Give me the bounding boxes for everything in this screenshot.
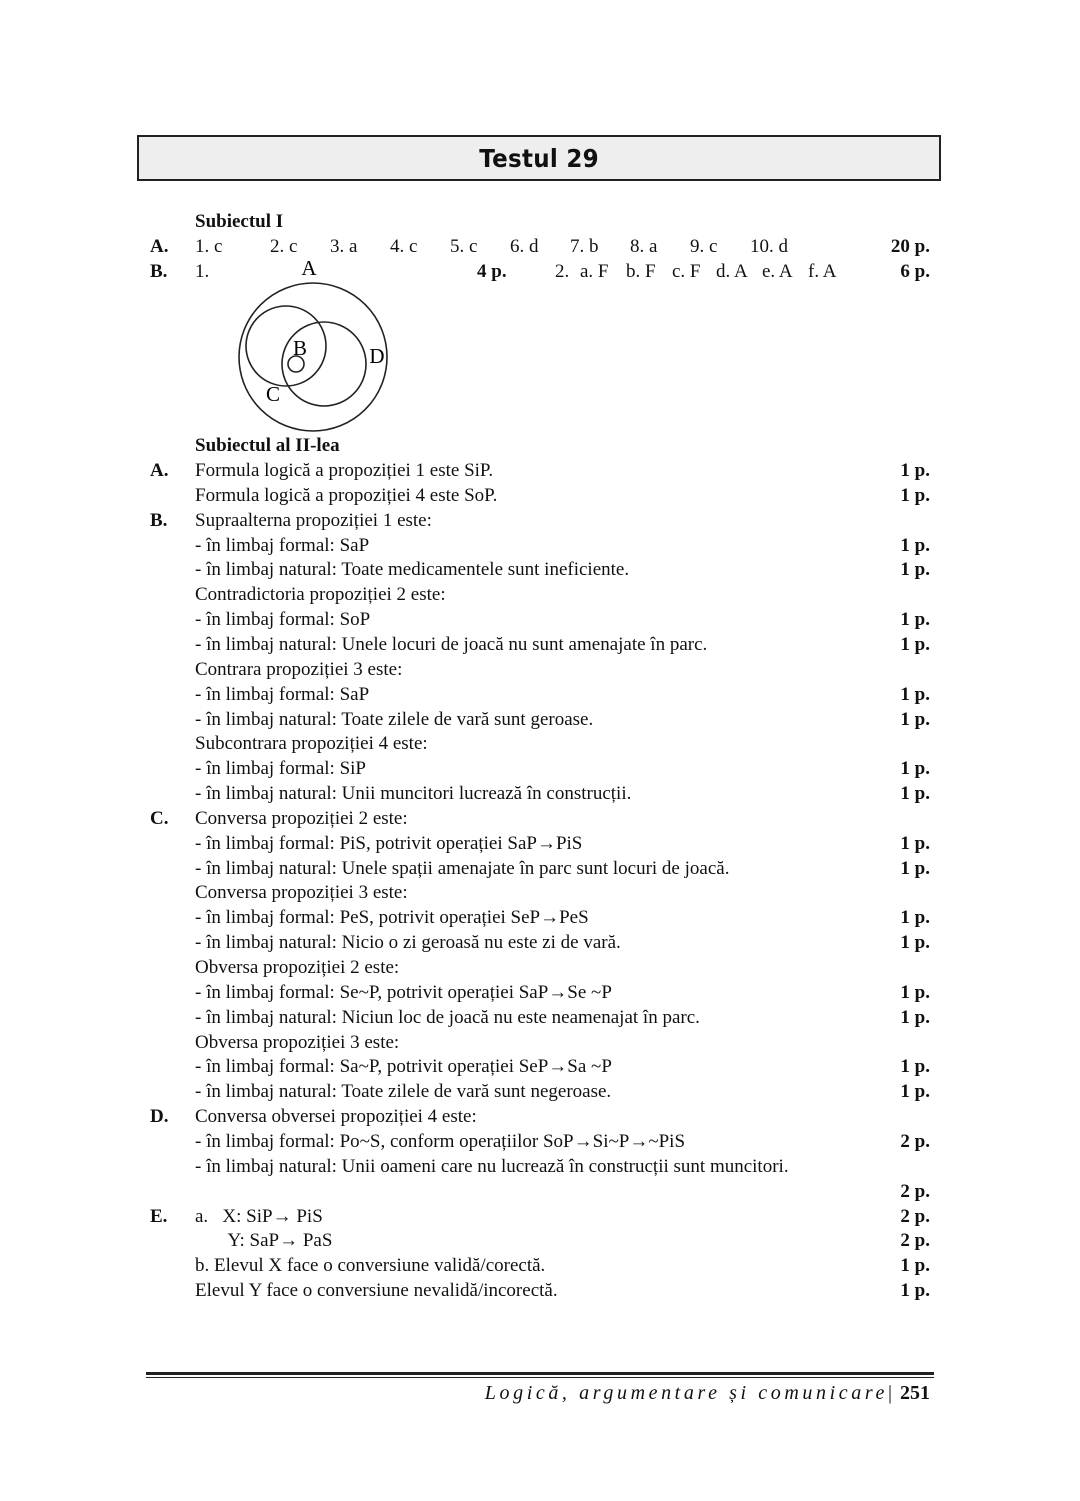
answer-10: 10. d	[750, 236, 788, 257]
subject-1-heading: Subiectul I	[195, 211, 284, 232]
answer-line: - în limbaj natural: Toate zilele de vară sunt geroase.	[195, 709, 594, 730]
points-value: 1 p.	[900, 758, 930, 779]
answer-line: - în limbaj formal: Se~P, potrivit operației SaP→Se ~P	[195, 982, 612, 1003]
answer-line: Formula logică a propoziției 1 este SiP.	[195, 460, 494, 481]
b2-answer-c: c. F	[672, 261, 701, 282]
answer-1: 1. c	[195, 236, 223, 257]
subject-2-heading: Subiectul al II-lea	[195, 435, 340, 456]
answer-line: - în limbaj formal: PiS, potrivit operației SaP→PiS	[195, 833, 583, 854]
points-value: 2 p.	[900, 1181, 930, 1202]
answer-line: - în limbaj formal: Po~S, conform operațiilor SoP→Si~P→~PiS	[195, 1131, 686, 1152]
points-value: 2 p.	[900, 1230, 930, 1251]
points-value: 1 p.	[900, 907, 930, 928]
label-c: C	[265, 382, 281, 406]
answer-line: Conversa propoziției 3 este:	[195, 882, 408, 903]
points-value: 1 p.	[900, 783, 930, 804]
footer-separator: |	[887, 1382, 892, 1404]
points-value: 1 p.	[900, 1255, 930, 1276]
answer-line: - în limbaj natural: Unii oameni care nu lucrează în construcții sunt muncitori.	[195, 1156, 789, 1177]
answer-line: Conversa propoziției 2 este:	[195, 808, 408, 829]
answer-line: - în limbaj formal: Sa~P, potrivit operației SeP→Sa ~P	[195, 1056, 612, 1077]
section-letter: B.	[150, 510, 168, 531]
points-value: 1 p.	[900, 709, 930, 730]
answer-5: 5. c	[450, 236, 478, 257]
answer-line: - în limbaj natural: Unele locuri de joacă nu sunt amenajate în parc.	[195, 634, 708, 655]
b-item-2-points: 6 p.	[900, 261, 930, 282]
answer-line: a. X: SiP→ PiS	[195, 1206, 323, 1227]
label-a: A	[301, 256, 317, 280]
test-title-box	[137, 135, 941, 181]
b2-answer-a: a. F	[580, 261, 609, 282]
answer-line: - în limbaj natural: Niciun loc de joacă nu este neamenajat în parc.	[195, 1007, 700, 1028]
book-title: Logică, argumentare și comunicare	[484, 1382, 888, 1404]
section-letter: E.	[150, 1206, 168, 1227]
answer-4: 4. c	[390, 236, 418, 257]
points-value: 1 p.	[900, 634, 930, 655]
points-value: 1 p.	[900, 1007, 930, 1028]
b2-answer-f: f. A	[808, 261, 837, 282]
answer-line: Supraalterna propoziției 1 este:	[195, 510, 432, 531]
answer-line: - în limbaj formal: PeS, potrivit operației SeP→PeS	[195, 907, 589, 928]
answer-line: - în limbaj natural: Nicio o zi geroasă nu este zi de vară.	[195, 932, 621, 953]
answer-line: - în limbaj formal: SoP	[195, 609, 371, 630]
answer-line: Elevul Y face o conversiune nevalidă/incorectă.	[195, 1280, 558, 1301]
answer-2: 2. c	[270, 236, 298, 257]
answer-line: - în limbaj formal: SaP	[195, 535, 370, 556]
section-letter: D.	[150, 1106, 169, 1127]
answer-3: 3. a	[330, 236, 358, 257]
section-letter: C.	[150, 808, 169, 829]
answer-6: 6. d	[510, 236, 539, 257]
test-title: Testul 29	[479, 143, 599, 173]
answer-line: - în limbaj natural: Unii muncitori lucrează în construcții.	[195, 783, 632, 804]
answer-line: Obversa propoziției 2 este:	[195, 957, 400, 978]
label-d: D	[369, 344, 385, 368]
answer-line: Subcontrara propoziției 4 este:	[195, 733, 428, 754]
points-value: 1 p.	[900, 460, 930, 481]
label-b: B	[292, 336, 308, 360]
page-footer	[485, 1380, 930, 1406]
b-item-2-label: 2.	[555, 261, 570, 282]
answer-line: b. Elevul X face o conversiune validă/corectă.	[195, 1255, 546, 1276]
subject-1-letter-a: A.	[150, 236, 169, 257]
answer-line: - în limbaj formal: SaP	[195, 684, 370, 705]
points-value: 2 p.	[900, 1131, 930, 1152]
b2-answer-e: e. A	[762, 261, 793, 282]
points-value: 1 p.	[900, 982, 930, 1003]
points-value: 1 p.	[900, 858, 930, 879]
answer-line: Contrara propoziției 3 este:	[195, 659, 403, 680]
answer-line: - în limbaj formal: SiP	[195, 758, 366, 779]
subject-1-a-points: 20 p.	[890, 236, 930, 257]
points-value: 1 p.	[900, 485, 930, 506]
page-number: 251	[900, 1382, 930, 1404]
answer-line: Obversa propoziției 3 este:	[195, 1032, 400, 1053]
section-letter: A.	[150, 460, 169, 481]
subject-1-letter-b: B.	[150, 261, 168, 282]
answer-8: 8. a	[630, 236, 658, 257]
b-item-1-label: 1.	[195, 261, 210, 282]
answer-line: Conversa obversei propoziției 4 este:	[195, 1106, 477, 1127]
answer-line: - în limbaj natural: Toate zilele de vară sunt negeroase.	[195, 1081, 612, 1102]
answer-line: Formula logică a propoziției 4 este SoP.	[195, 485, 498, 506]
answer-9: 9. c	[690, 236, 718, 257]
answer-line: - în limbaj natural: Toate medicamentele sunt ineficiente.	[195, 559, 630, 580]
points-value: 1 p.	[900, 1280, 930, 1301]
points-value: 1 p.	[900, 559, 930, 580]
answer-7: 7. b	[570, 236, 599, 257]
answer-line: Y: SaP→ PaS	[195, 1230, 333, 1251]
points-value: 1 p.	[900, 1081, 930, 1102]
b2-answer-b: b. F	[626, 261, 656, 282]
b-item-1-points: 4 p.	[477, 261, 507, 282]
points-value: 1 p.	[900, 932, 930, 953]
answer-line: - în limbaj natural: Unele spații amenajate în parc sunt locuri de joacă.	[195, 858, 730, 879]
footer-rule	[146, 1372, 934, 1375]
points-value: 1 p.	[900, 833, 930, 854]
answer-line: Contradictoria propoziției 2 este:	[195, 584, 446, 605]
points-value: 2 p.	[900, 1206, 930, 1227]
points-value: 1 p.	[900, 1056, 930, 1077]
euler-diagram	[225, 252, 405, 437]
b2-answer-d: d. A	[716, 261, 748, 282]
footer-rule-thin	[146, 1377, 934, 1378]
points-value: 1 p.	[900, 684, 930, 705]
points-value: 1 p.	[900, 609, 930, 630]
points-value: 1 p.	[900, 535, 930, 556]
